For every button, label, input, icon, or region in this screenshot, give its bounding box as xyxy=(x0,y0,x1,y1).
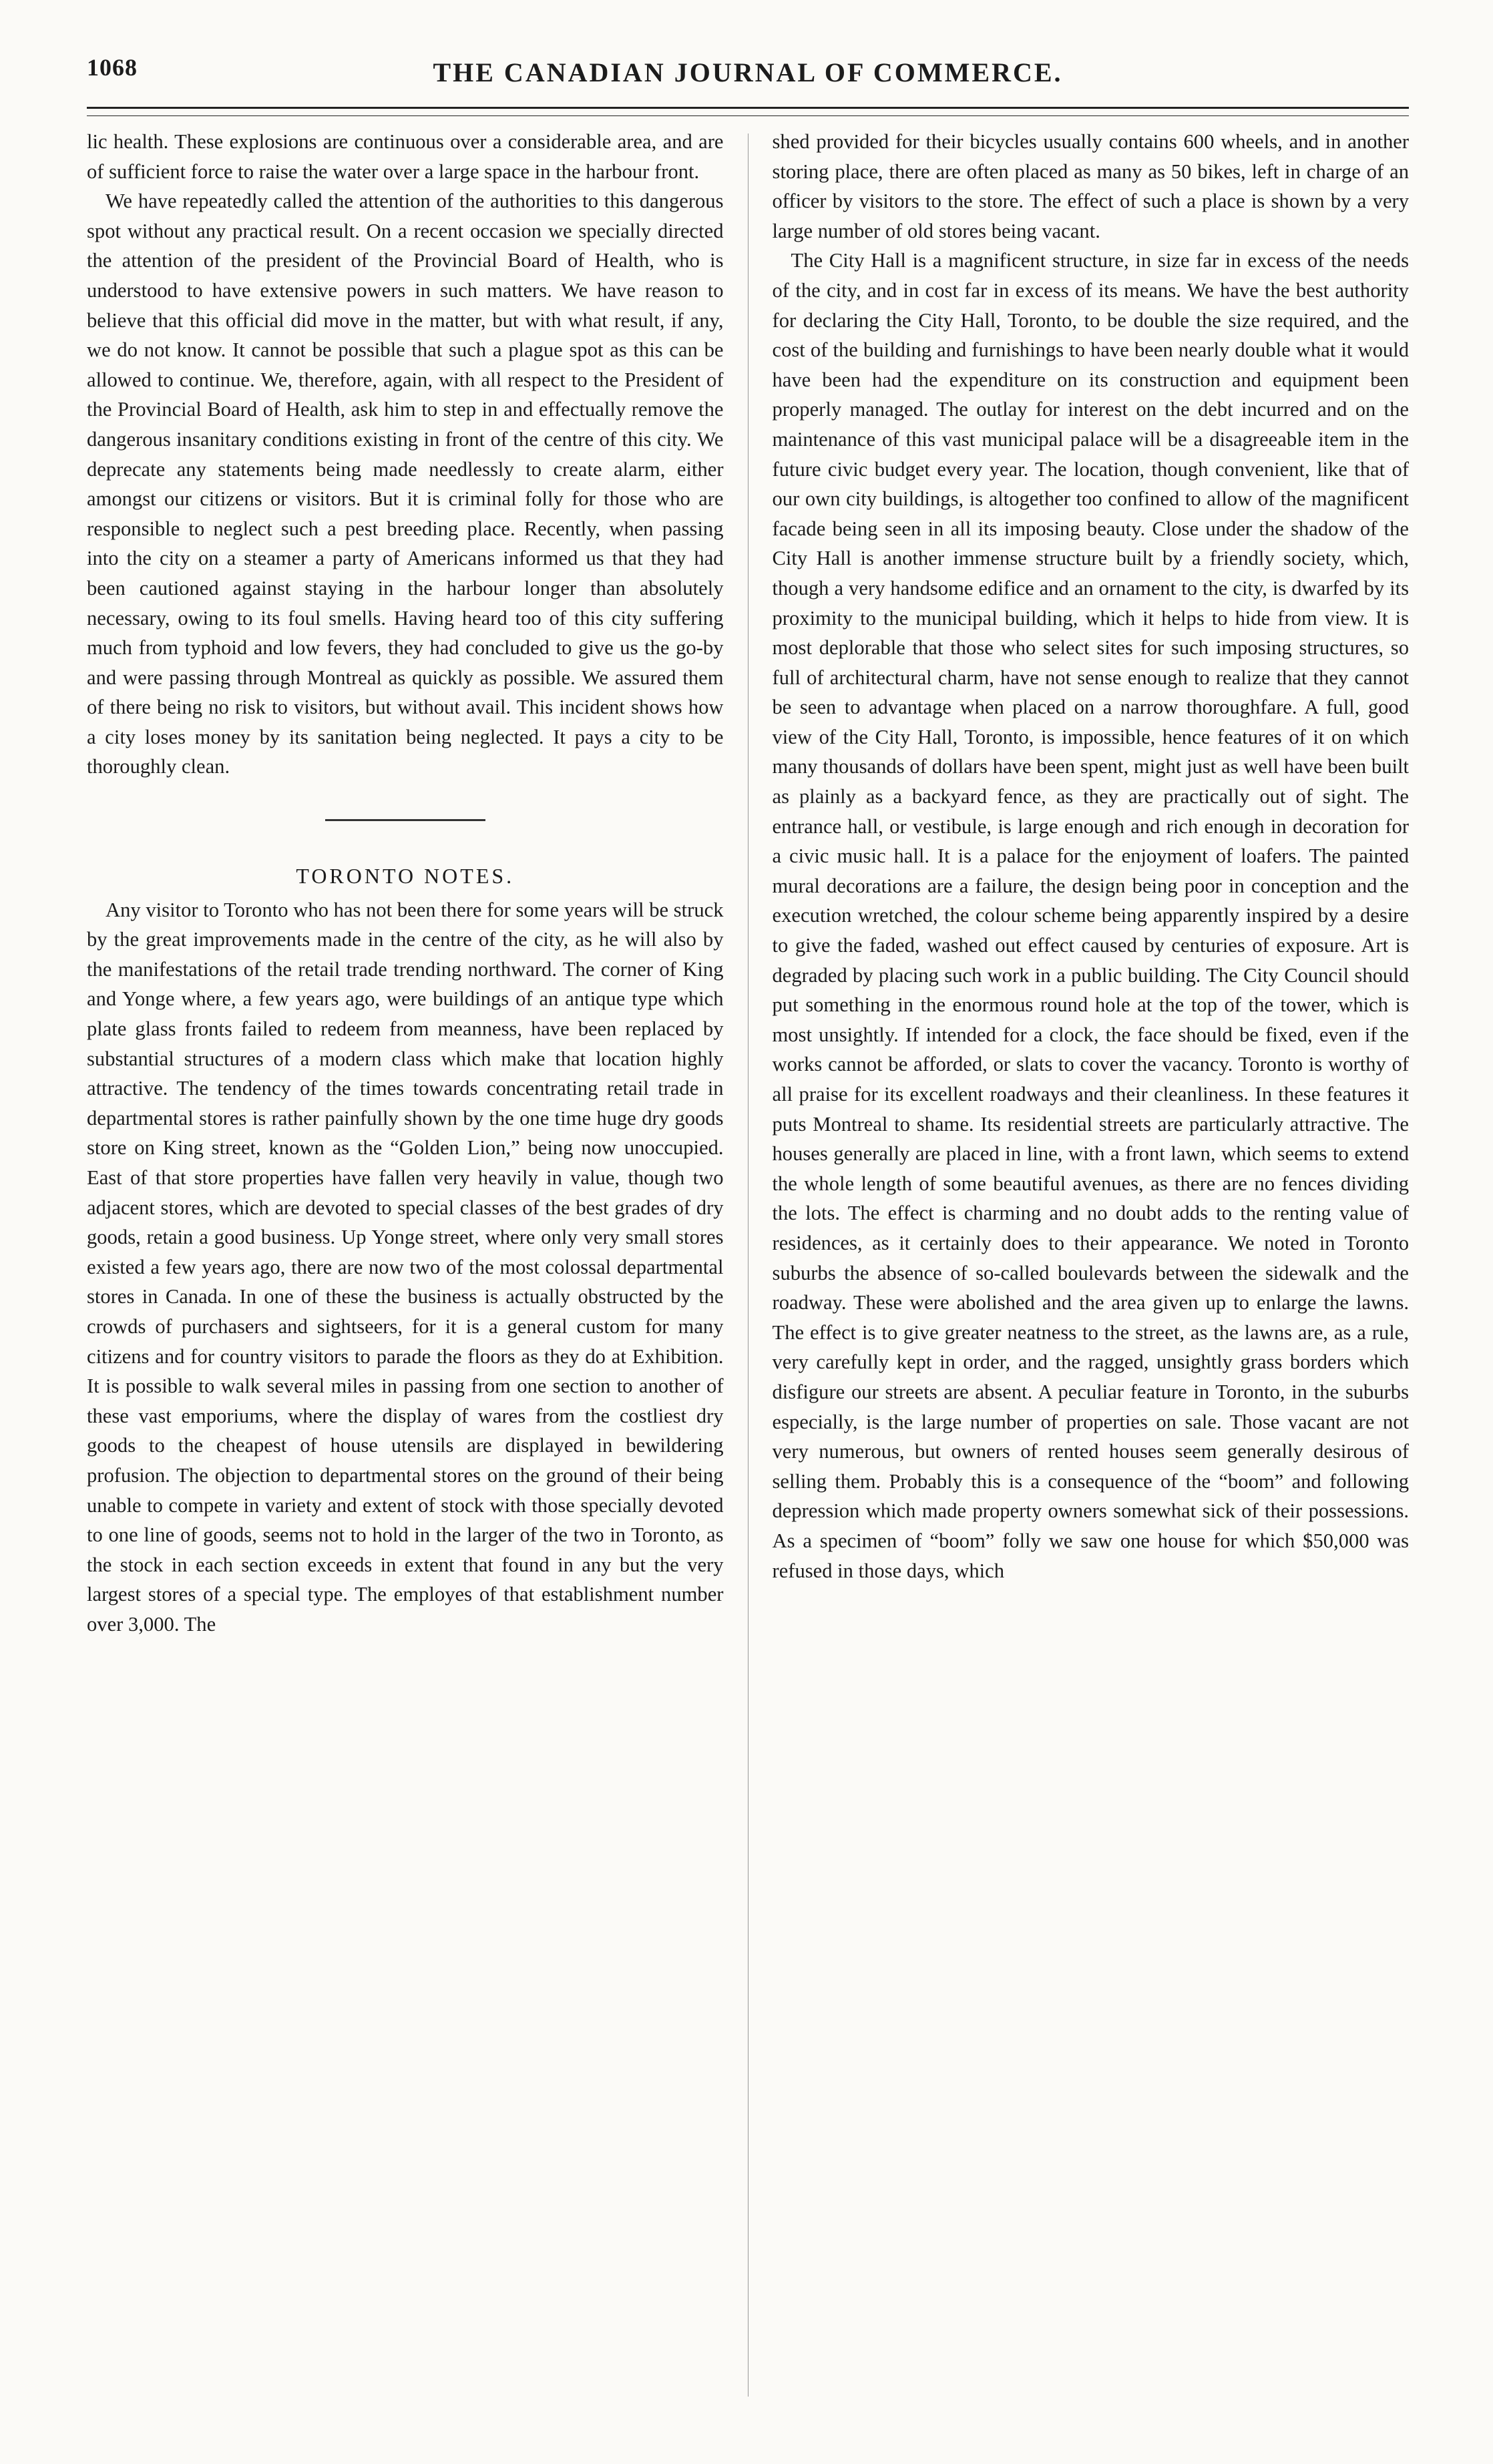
paragraph: Any visitor to Toronto who has not been there for some years will be struck by the great improvements made in the centre of the city, as he will also by the manifestations of the retail trade trending northward. The corner of King and Yonge where, a few years ago, were buildings of an antique type which plate glass fronts failed to redeem from meanness, have been replaced by substantial structures of a modern class which make that location highly attractive. The tendency of the times towards concentrating retail trade in departmental stores is rather painfully shown by the one time huge dry goods store on King street, known as the “Golden Lion,” being now unoccupied. East of that store properties have fallen very heavily in value, though two adjacent stores, which are devoted to special classes of the best grades of dry goods, retain a good business. Up Yonge street, where only very small stores existed a few years ago, there are now two of the most colossal departmental stores in Canada. In one of these the business is actually obstructed by the crowds of purchasers and sightseers, for it is a general custom for many citizens and for country visitors to parade the floors as they do at Exhibition. It is possible to walk several miles in passing from one section to another of these vast emporiums, where the display of wares from the costliest dry goods to the cheapest of house utensils are displayed in bewildering profusion. The objection to departmental stores on the ground of their being unable to compete in variety and extent of stock with those specially devoted to one line of goods, seems not to hold in the larger of the two in Toronto, as the stock in each section exceeds in extent that found in any but the very largest stores of a special type. The employes of that establishment number over 3,000. The xyxy=(87,898,724,1636)
paragraph: lic health. These explosions are continuous over a considerable area, and are of sufficient force to raise the water over a large space in the harbour front. xyxy=(87,130,724,183)
paragraph: The City Hall is a magnificent structure, in size far in excess of the needs of the city, and in cost far in excess of its means. We have the best authority for declaring the City Hall, Toronto, to be double the size required, and the cost of the building and furnishings to have been nearly double what it would have been had the expenditure on its construction and equipment been properly managed. The outlay for interest on the debt incurred and on the maintenance of this vast municipal palace will be a disagreeable item in the future civic budget every year. The location, though convenient, like that of our own city buildings, is altogether too confined to allow of the magnificent facade being seen in all its imposing beauty. Close under the shadow of the City Hall is another immense structure built by a friendly society, which, though a very handsome edifice and an ornament to the city, is dwarfed by its proximity to the municipal building, which it helps to hide from view. It is most deplorable that those who select sites for such imposing structures, so full of architectural charm, have not sense enough to realize that they cannot be seen to advantage when placed on a narrow thoroughfare. A full, good view of the City Hall, Toronto, is impossible, hence features of it on which many thousands of dollars have been spent, might just as well have been built as plainly as a backyard fence, as they are practically out of sight. The entrance hall, or vestibule, is large enough and rich enough in decoration for a civic music hall. It is a palace for the enjoyment of loafers. The painted mural decorations are a failure, the design being poor in conception and the execution wretched, the colour scheme being apparently inspired by a desire to give the faded, washed out effect caused by centuries of exposure. Art is degraded by placing such work in a public building. The City Council should put something in the enormous round hole at the top of the tower, which is most unsightly. If intended for a clock, the face should be fixed, even if the works cannot be afforded, or slats to cover the vacancy. Toronto is worthy of all praise for its excellent roadways and their cleanliness. In these features it puts Montreal to shame. Its residential streets are particularly attractive. The houses generally are placed in line, with a front lawn, which seems to extend the whole length of some beautiful avenues, as there are no fences dividing the lots. The effect is charming and no doubt adds to the renting value of residences, as it certainly does to their appearance. We noted in Toronto suburbs the absence of so-called boulevards between the sidewalk and the roadway. These were abolished and the area given up to enlarge the lawns. The effect is to give greater neatness to the street, as the lawns are, as a rule, very carefully kept in order, and the ragged, unsightly grass borders which disfigure our streets are absent. A peculiar feature in Toronto, in the suburbs especially, is the large number of properties on sale. Those vacant are not very numerous, but owners of rented houses seem generally desirous of selling them. Probably this is a consequence of the “boom” and following depression which made property owners somewhat sick of their possessions. As a specimen of “boom” folly we saw one house for which $50,000 was refused in those days, which xyxy=(772,249,1410,1582)
section-divider xyxy=(325,819,485,821)
page-header xyxy=(87,48,1409,88)
left-column xyxy=(87,127,724,2397)
right-column xyxy=(773,127,1410,2397)
page-number: 1068 xyxy=(87,54,138,81)
journal-title: THE CANADIAN JOURNAL OF COMMERCE. xyxy=(433,57,1063,87)
header-rule xyxy=(87,107,1409,116)
column-divider xyxy=(748,134,749,2397)
paragraph: shed provided for their bicycles usually contains 600 wheels, and in another storing place, there are often placed as many as 50 bikes, left in charge of an officer by visitors to the store. The effect of such a place is shown by a very large number of old stores being vacant. xyxy=(772,130,1410,242)
journal-page xyxy=(87,48,1409,2425)
paragraph: We have repeatedly called the attention of the authorities to this dangerous spot without any practical result. On a recent occasion we specially directed the attention of the president of the Provincial Board of Health, who is understood to have extensive powers in such matters. We have reason to believe that this official did move in the matter, but with what result, if any, we do not know. It cannot be possible that such a plague spot as this can be allowed to continue. We, therefore, again, with all respect to the President of the Provincial Board of Health, ask him to step in and effectually remove the dangerous insanitary conditions existing in front of the centre of this city. We deprecate any statements being made needlessly to create alarm, either amongst our citizens or visitors. But it is criminal folly for those who are responsible to neglect such a pest breeding place. Recently, when passing into the city on a steamer a party of Americans informed us that they had been cautioned against staying in the harbour longer than absolutely necessary, owing to its foul smells. Having heard too of this city suffering much from typhoid and low fevers, they had concluded to give us the go-by and were passing through Montreal as quickly as possible. We assured them of there being no risk to visitors, but without avail. This incident shows how a city loses money by its sanitation being neglected. It pays a city to be thoroughly clean. xyxy=(87,190,724,778)
article-columns xyxy=(87,127,1409,2397)
section-heading: TORONTO NOTES. xyxy=(296,864,515,889)
